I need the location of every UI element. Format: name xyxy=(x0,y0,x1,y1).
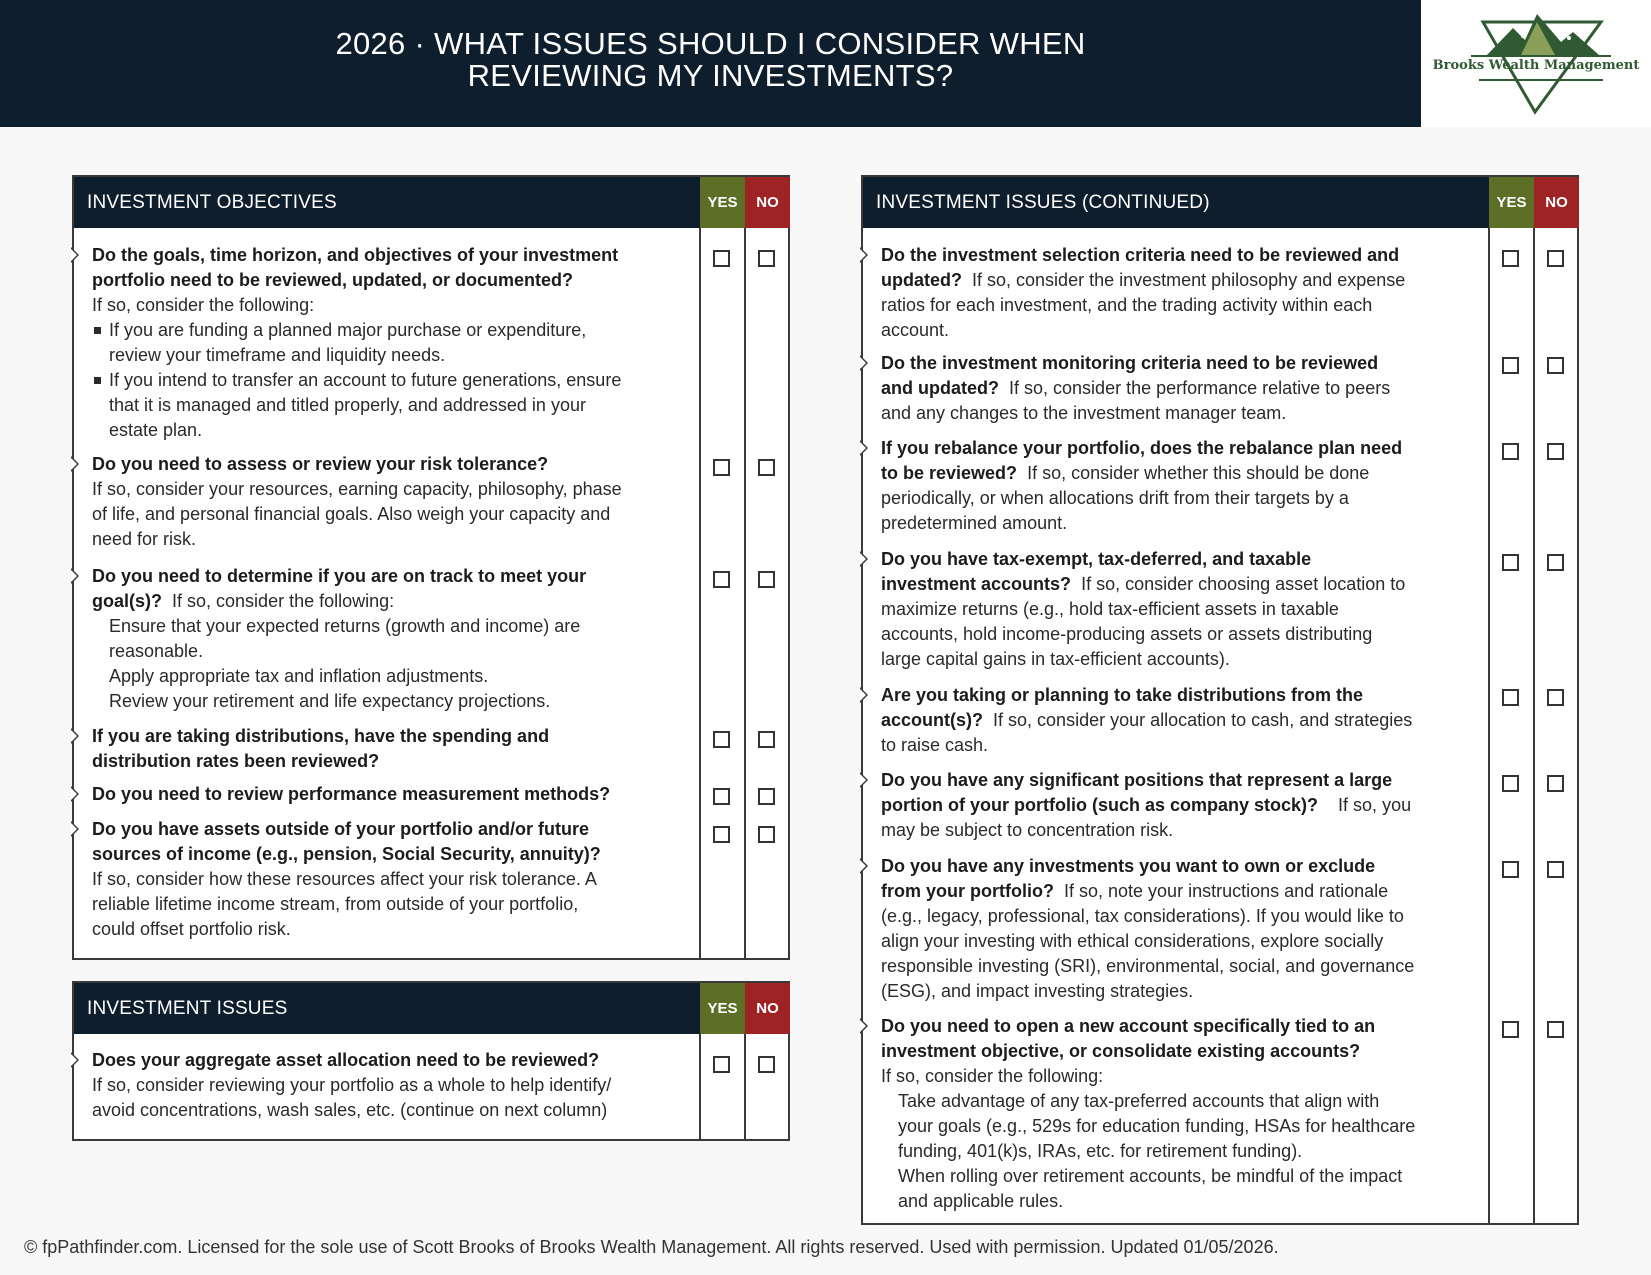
no-checkbox[interactable] xyxy=(1547,250,1564,267)
row-arrow-icon xyxy=(860,355,870,371)
row-arrow-icon xyxy=(860,247,870,263)
yes-checkbox[interactable] xyxy=(1502,357,1519,374)
question-item xyxy=(881,436,1402,536)
row-arrow-icon xyxy=(860,1018,870,1034)
yes-checkbox[interactable] xyxy=(713,788,730,805)
yes-checkbox[interactable] xyxy=(1502,861,1519,878)
question-text: Do the investment monitoring criteria need to be reviewed xyxy=(881,353,1379,373)
detail-text: If so, consider reviewing your portfolio as a whole to help identify/ xyxy=(92,1075,612,1095)
question-text: portion of your portfolio (such as company stock)? xyxy=(881,795,1319,815)
detail-text: your goals (e.g., 529s for education funding, HSAs for healthcare xyxy=(898,1116,1416,1136)
question-text: portfolio need to be reviewed, updated, or documented? xyxy=(92,270,574,290)
panel-header xyxy=(74,177,788,228)
panel-title: INVESTMENT OBJECTIVES xyxy=(87,192,337,213)
no-checkbox[interactable] xyxy=(1547,443,1564,460)
page-title xyxy=(0,28,1421,92)
row-arrow-icon xyxy=(860,440,870,456)
question-text: Do you have tax-exempt, tax-deferred, and taxable xyxy=(881,549,1312,569)
investment-objectives-panel xyxy=(72,175,790,960)
question-text: and updated? xyxy=(881,378,999,398)
question-text: account(s)? xyxy=(881,710,984,730)
detail-text: to raise cash. xyxy=(881,735,989,755)
no-checkbox[interactable] xyxy=(1547,357,1564,374)
detail-text: If so, consider the following: xyxy=(172,591,395,611)
question-item xyxy=(92,564,586,714)
question-text: Do you need to review performance measurement methods? xyxy=(92,784,611,804)
row-arrow-icon xyxy=(860,551,870,567)
question-item xyxy=(881,854,1414,1004)
question-text: Do you have assets outside of your portfolio and/or future xyxy=(92,819,590,839)
column-divider xyxy=(744,177,746,958)
question-text: updated? xyxy=(881,270,962,290)
detail-text: align your investing with ethical considerations, explore socially xyxy=(881,931,1384,951)
question-text: to be reviewed? xyxy=(881,463,1018,483)
yes-checkbox[interactable] xyxy=(1502,250,1519,267)
detail-text: reasonable. xyxy=(109,641,204,661)
question-text: Do you have any investments you want to own or exclude xyxy=(881,856,1376,876)
row-arrow-icon xyxy=(71,786,81,802)
question-item xyxy=(92,817,601,942)
row-arrow-icon xyxy=(71,568,81,584)
no-checkbox[interactable] xyxy=(1547,861,1564,878)
detail-text: reliable lifetime income stream, from outside of your portfolio, xyxy=(92,894,579,914)
question-text: Does your aggregate asset allocation need to be reviewed? xyxy=(92,1050,600,1070)
question-item xyxy=(92,1048,611,1123)
question-text: Do you need to open a new account specifically tied to an xyxy=(881,1016,1376,1036)
no-checkbox[interactable] xyxy=(758,459,775,476)
row-arrow-icon xyxy=(71,247,81,263)
footer-copyright: © fpPathfinder.com. Licensed for the sole use of Scott Brooks of Brooks Wealth Management. All rights reserved. Used with permission. Updated 01/05/2026. xyxy=(24,1237,1279,1257)
yes-checkbox[interactable] xyxy=(713,250,730,267)
detail-text: If so, note your instructions and rationale xyxy=(1064,881,1389,901)
detail-text: large capital gains in tax-efficient accounts). xyxy=(881,649,1230,669)
panel-title: INVESTMENT ISSUES (CONTINUED) xyxy=(876,192,1210,213)
question-text: Do you need to determine if you are on track to meet your xyxy=(92,566,587,586)
detail-text: Review your retirement and life expectancy projections. xyxy=(109,691,551,711)
question-item xyxy=(92,452,622,552)
question-item xyxy=(881,547,1405,672)
detail-text: (e.g., legacy, professional, tax considerations). If you would like to xyxy=(881,906,1404,926)
detail-text: review your timeframe and liquidity needs. xyxy=(109,345,446,365)
bullet-item: If you are funding a planned major purchase or expenditure, xyxy=(92,318,621,343)
detail-text: accounts, hold income-producing assets or assets distributing xyxy=(881,624,1373,644)
no-checkbox[interactable] xyxy=(758,731,775,748)
detail-text: If so, you xyxy=(1338,795,1412,815)
question-item xyxy=(881,768,1411,843)
detail-text: and any changes to the investment manager team. xyxy=(881,403,1287,423)
question-item xyxy=(92,724,549,774)
column-divider xyxy=(699,177,701,958)
yes-checkbox[interactable] xyxy=(713,459,730,476)
detail-text: periodically, or when allocations drift from their targets by a xyxy=(881,488,1349,508)
row-arrow-icon xyxy=(71,1052,81,1068)
yes-checkbox[interactable] xyxy=(713,571,730,588)
yes-checkbox[interactable] xyxy=(713,1056,730,1073)
detail-text: that it is managed and titled properly, and addressed in your xyxy=(109,395,586,415)
question-text: Do the goals, time horizon, and objectives of your investment xyxy=(92,245,619,265)
no-checkbox[interactable] xyxy=(758,1056,775,1073)
question-item xyxy=(881,243,1405,343)
no-checkbox[interactable] xyxy=(758,788,775,805)
detail-text: and applicable rules. xyxy=(898,1191,1064,1211)
detail-text: funding, 401(k)s, IRAs, etc. for retirement funding). xyxy=(898,1141,1303,1161)
panel-header xyxy=(74,983,788,1034)
title-line-1: 2026 · WHAT ISSUES SHOULD I CONSIDER WHEN xyxy=(335,26,1086,61)
detail-text: responsible investing (SRI), environmental, social, and governance xyxy=(881,956,1415,976)
question-text: distribution rates been reviewed? xyxy=(92,751,380,771)
yes-checkbox[interactable] xyxy=(713,731,730,748)
detail-text: may be subject to concentration risk. xyxy=(881,820,1174,840)
detail-text: Ensure that your expected returns (growth and income) are xyxy=(109,616,581,636)
yes-checkbox[interactable] xyxy=(1502,1021,1519,1038)
page-header xyxy=(0,0,1421,127)
yes-checkbox[interactable] xyxy=(1502,689,1519,706)
question-text: sources of income (e.g., pension, Social Security, annuity)? xyxy=(92,844,601,864)
no-checkbox[interactable] xyxy=(758,571,775,588)
detail-text: estate plan. xyxy=(109,420,203,440)
no-checkbox[interactable] xyxy=(758,826,775,843)
no-checkbox[interactable] xyxy=(1547,554,1564,571)
question-text: goal(s)? xyxy=(92,591,162,611)
question-text: Do the investment selection criteria need to be reviewed and xyxy=(881,245,1400,265)
detail-text: When rolling over retirement accounts, be mindful of the impact xyxy=(898,1166,1403,1186)
detail-text: If so, consider the performance relative to peers xyxy=(1009,378,1391,398)
detail-text: Take advantage of any tax-preferred accounts that align with xyxy=(898,1091,1380,1111)
column-divider xyxy=(1533,177,1535,1223)
detail-text: (ESG), and impact investing strategies. xyxy=(881,981,1194,1001)
no-column-label: NO xyxy=(745,983,790,1034)
question-text: If you are taking distributions, have the spending and xyxy=(92,726,550,746)
row-arrow-icon xyxy=(860,687,870,703)
yes-checkbox[interactable] xyxy=(713,826,730,843)
question-text: Do you have any significant positions that represent a large xyxy=(881,770,1393,790)
row-arrow-icon xyxy=(71,456,81,472)
question-item xyxy=(881,683,1412,758)
no-checkbox[interactable] xyxy=(1547,775,1564,792)
detail-text: predetermined amount. xyxy=(881,513,1068,533)
detail-text: If so, consider how these resources affect your risk tolerance. A xyxy=(92,869,597,889)
investment-issues-continued-panel xyxy=(861,175,1579,1225)
yes-column-label: YES xyxy=(700,177,745,228)
detail-text: If so, consider the following: xyxy=(881,1066,1104,1086)
yes-checkbox[interactable] xyxy=(1502,443,1519,460)
question-text: investment objective, or consolidate existing accounts? xyxy=(881,1041,1361,1061)
yes-checkbox[interactable] xyxy=(1502,554,1519,571)
investment-issues-panel xyxy=(72,981,790,1141)
bullet-item: If you intend to transfer an account to future generations, ensure xyxy=(92,368,621,393)
company-logo xyxy=(1421,0,1651,127)
row-arrow-icon xyxy=(71,728,81,744)
question-text: If you rebalance your portfolio, does the rebalance plan need xyxy=(881,438,1403,458)
question-text: Do you need to assess or review your risk tolerance? xyxy=(92,454,549,474)
yes-column-label: YES xyxy=(700,983,745,1034)
question-item xyxy=(881,1014,1415,1214)
detail-text: of life, and personal financial goals. Also weigh your capacity and xyxy=(92,504,611,524)
row-arrow-icon xyxy=(860,858,870,874)
detail-text: If so, consider your resources, earning capacity, philosophy, phase xyxy=(92,479,622,499)
question-item xyxy=(92,782,610,807)
detail-text: could offset portfolio risk. xyxy=(92,919,291,939)
detail-text: If so, consider whether this should be done xyxy=(1027,463,1370,483)
title-line-2: REVIEWING MY INVESTMENTS? xyxy=(467,58,954,93)
question-text: investment accounts? xyxy=(881,574,1072,594)
no-checkbox[interactable] xyxy=(1547,1021,1564,1038)
column-divider xyxy=(1488,177,1490,1223)
detail-text: If so, consider choosing asset location to xyxy=(1081,574,1406,594)
question-item xyxy=(92,243,621,443)
yes-checkbox[interactable] xyxy=(1502,775,1519,792)
detail-text: If so, consider the following: xyxy=(92,295,315,315)
detail-text: If so, consider your allocation to cash, and strategies xyxy=(993,710,1413,730)
panel-header xyxy=(863,177,1577,228)
detail-text: If so, consider the investment philosophy and expense xyxy=(972,270,1406,290)
detail-text: maximize returns (e.g., hold tax-efficient assets in taxable xyxy=(881,599,1339,619)
question-text: Are you taking or planning to take distributions from the xyxy=(881,685,1364,705)
question-text: from your portfolio? xyxy=(881,881,1054,901)
no-checkbox[interactable] xyxy=(758,250,775,267)
detail-text: account. xyxy=(881,320,950,340)
detail-text: need for risk. xyxy=(92,529,197,549)
yes-column-label: YES xyxy=(1489,177,1534,228)
detail-text: ratios for each investment, and the trading activity within each xyxy=(881,295,1373,315)
detail-text: Apply appropriate tax and inflation adjustments. xyxy=(109,666,489,686)
no-column-label: NO xyxy=(1534,177,1579,228)
no-column-label: NO xyxy=(745,177,790,228)
row-arrow-icon xyxy=(860,772,870,788)
logo-text: Brooks Wealth Management xyxy=(1432,58,1640,73)
row-arrow-icon xyxy=(71,821,81,837)
question-item xyxy=(881,351,1390,426)
detail-text: avoid concentrations, wash sales, etc. (continue on next column) xyxy=(92,1100,608,1120)
panel-title: INVESTMENT ISSUES xyxy=(87,998,288,1019)
no-checkbox[interactable] xyxy=(1547,689,1564,706)
